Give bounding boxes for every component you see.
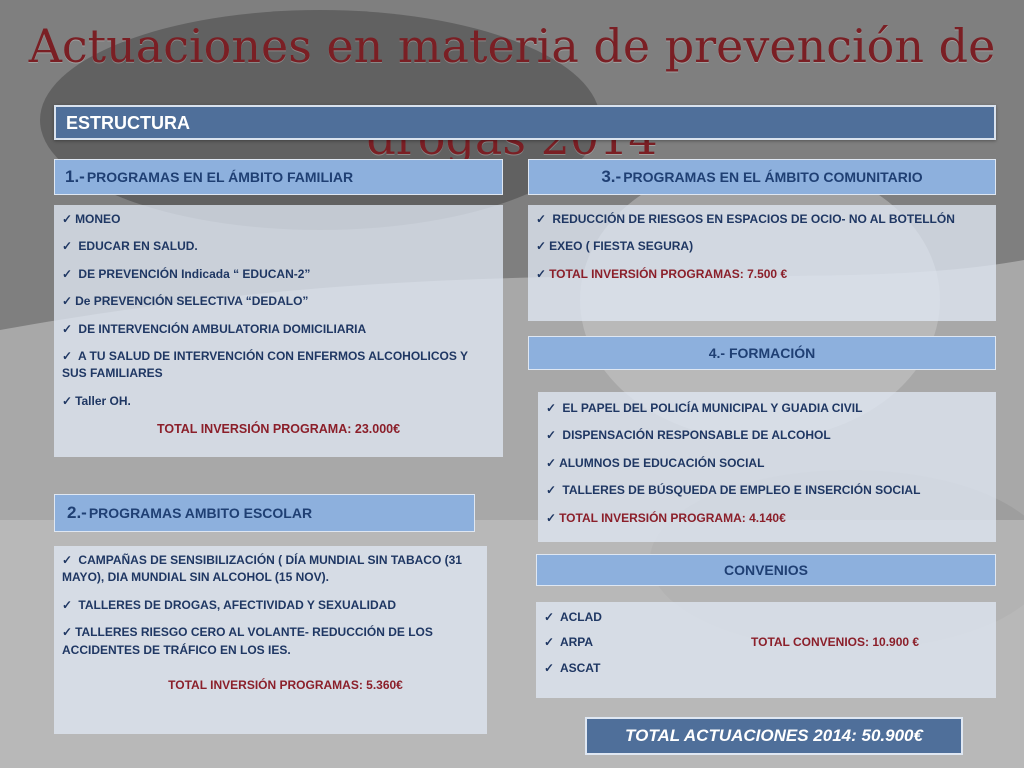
convenios-total: TOTAL CONVENIOS: 10.900 € <box>751 635 920 650</box>
section2-panel <box>54 546 487 734</box>
list-item: ✓ CAMPAÑAS DE SENSIBILIZACIÓN ( DÍA MUNDIAL SIN TABACO (31 MAYO), DIA MUNDIAL SIN ALCOHOL (15 NOV). <box>62 553 462 585</box>
grand-total: TOTAL ACTUACIONES 2014: 50.900€ <box>625 726 923 745</box>
section1-panel <box>54 205 503 457</box>
check-icon: ✓ <box>62 294 73 309</box>
section1-total: TOTAL INVERSIÓN PROGRAMA: 23.000€ <box>156 422 401 437</box>
structure-label: ESTRUCTURA <box>66 113 190 133</box>
section2-header <box>54 494 475 532</box>
section2-title: PROGRAMAS AMBITO ESCOLAR <box>88 505 313 521</box>
list-item: ✓ TALLERES RIESGO CERO AL VOLANTE- REDUCCIÓN DE LOS ACCIDENTES DE TRÁFICO EN LOS IES. <box>62 625 433 657</box>
list-item: ✓ Taller OH. <box>62 393 131 408</box>
check-icon: ✓ <box>62 393 73 408</box>
list-item: ✓ MONEO <box>62 212 121 226</box>
list-item: ✓ EDUCAR EN SALUD. <box>62 239 198 254</box>
list-item: ✓ EXEO ( FIESTA SEGURA) <box>536 239 694 254</box>
section3-panel <box>528 205 996 321</box>
section3-title: PROGRAMAS EN EL ÁMBITO COMUNITARIO <box>623 169 923 185</box>
list-item: ✓ ALUMNOS DE EDUCACIÓN SOCIAL <box>546 455 765 470</box>
grand-total-box <box>585 717 963 755</box>
section4-panel <box>538 392 996 542</box>
list-item: ✓ EL PAPEL DEL POLICÍA MUNICIPAL Y GUADIA CIVIL <box>546 401 863 415</box>
list-item <box>546 510 988 527</box>
check-icon: ✓ <box>544 660 555 675</box>
check-icon: ✓ <box>62 321 73 336</box>
check-icon: ✓ <box>62 348 73 363</box>
list-item: ✓ DE PREVENCIÓN Indicada “ EDUCAN-2” <box>62 266 311 281</box>
section3-header <box>528 159 996 195</box>
check-icon: ✓ <box>546 510 557 525</box>
check-icon: ✓ <box>62 625 73 640</box>
section4-title: 4.- FORMACIÓN <box>708 345 816 361</box>
check-icon: ✓ <box>62 266 73 281</box>
check-icon: ✓ <box>544 610 555 624</box>
section4-total: TOTAL INVERSIÓN PROGRAMA: 4.140€ <box>559 510 786 525</box>
section2-number: 2.- <box>67 503 87 522</box>
list-item: ✓ ACLAD <box>544 610 602 624</box>
check-icon: ✓ <box>536 266 547 281</box>
list-item: ✓ A TU SALUD DE INTERVENCIÓN CON ENFERMOS ALCOHOLICOS Y SUS FAMILIARES <box>62 348 468 381</box>
check-icon: ✓ <box>536 239 547 254</box>
list-item: ✓ ASCAT <box>544 660 601 675</box>
convenios-title: CONVENIOS <box>723 562 808 578</box>
section2-total: TOTAL INVERSIÓN PROGRAMAS: 5.360€ <box>168 677 403 692</box>
list-item <box>536 266 988 283</box>
section4-header <box>528 336 996 370</box>
check-icon: ✓ <box>62 212 73 226</box>
check-icon: ✓ <box>62 553 73 567</box>
page-title: Actuaciones en materia de prevención de <box>28 19 996 73</box>
section1-header <box>54 159 503 195</box>
check-icon: ✓ <box>546 428 557 443</box>
check-icon: ✓ <box>546 401 557 415</box>
list-item: ✓ DISPENSACIÓN RESPONSABLE DE ALCOHOL <box>546 428 831 443</box>
list-item: ✓ REDUCCIÓN DE RIESGOS EN ESPACIOS DE OCIO- NO AL BOTELLÓN <box>536 212 955 226</box>
convenios-panel <box>536 602 996 698</box>
section3-number: 3.- <box>601 167 622 186</box>
check-icon: ✓ <box>62 597 73 612</box>
list-item: ✓ TALLERES DE BÚSQUEDA DE EMPLEO E INSERCIÓN SOCIAL <box>546 483 921 498</box>
section1-title: PROGRAMAS EN EL ÁMBITO FAMILIAR <box>86 169 354 185</box>
list-item: ✓ ARPA TOTAL CONVENIOS: 10.900 € <box>544 634 988 651</box>
list-item: ✓ DE INTERVENCIÓN AMBULATORIA DOMICILIARIA <box>62 321 367 336</box>
check-icon: ✓ <box>62 239 73 254</box>
section1-number: 1.- <box>65 167 85 186</box>
section3-total: TOTAL INVERSIÓN PROGRAMAS: 7.500 € <box>549 266 788 281</box>
list-item: ✓ De PREVENCIÓN SELECTIVA “DEDALO” <box>62 294 309 309</box>
list-item: ✓ TALLERES DE DROGAS, AFECTIVIDAD Y SEXUALIDAD <box>62 597 396 612</box>
check-icon: ✓ <box>546 455 557 470</box>
check-icon: ✓ <box>544 635 555 650</box>
check-icon: ✓ <box>546 483 557 498</box>
structure-bar <box>54 105 996 140</box>
check-icon: ✓ <box>536 212 547 226</box>
convenios-header <box>536 554 996 586</box>
